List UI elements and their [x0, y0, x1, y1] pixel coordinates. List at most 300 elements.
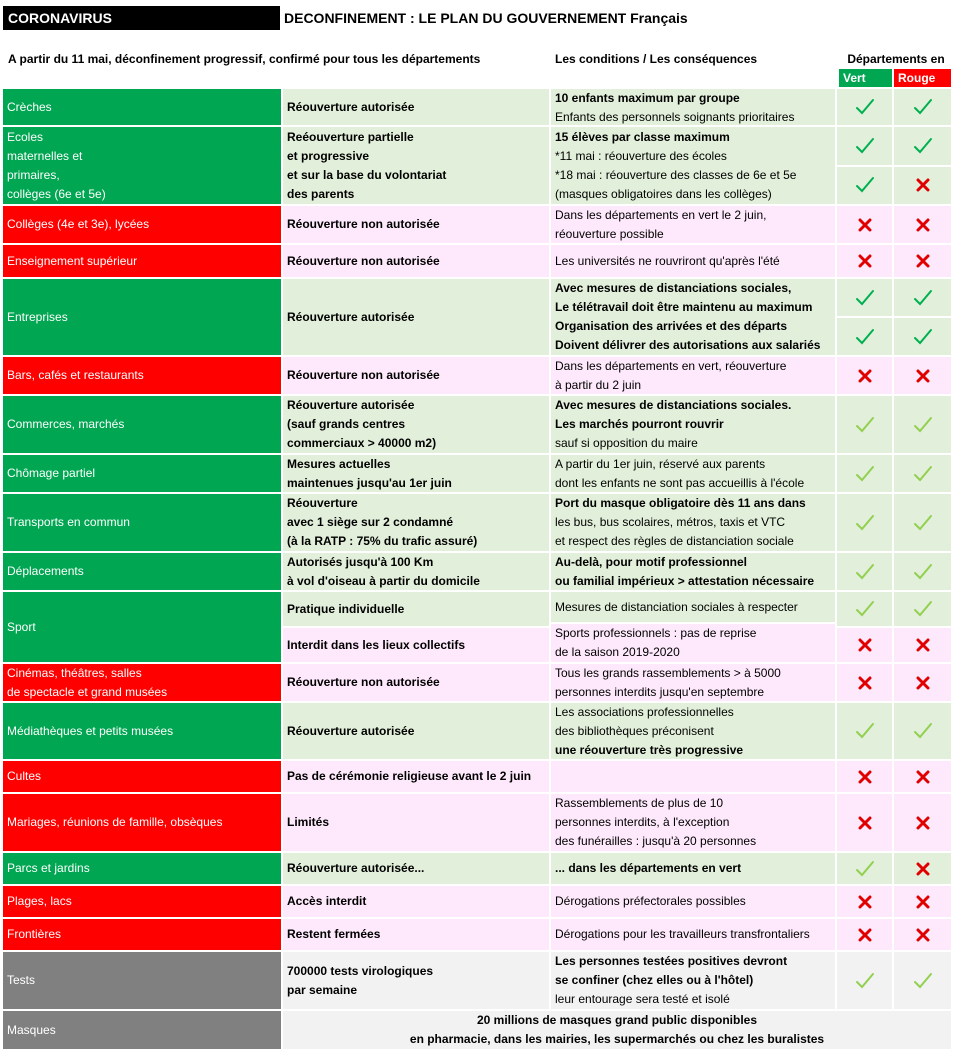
table-row [3, 703, 951, 761]
conditions-subcell [551, 664, 835, 701]
condition-line: des bibliothèques préconisent [555, 724, 714, 738]
condition-line: Les marchés pourront rouvrir [555, 417, 724, 431]
conditions-subcell [551, 703, 835, 759]
cross-icon-cell [837, 664, 892, 701]
subtitle-conditions: Les conditions / Les conséquences [555, 52, 758, 66]
status-line: Réouverture non autorisée [287, 368, 440, 382]
check-icon [854, 858, 876, 880]
vert-status-cell [837, 89, 894, 125]
status-cell [283, 886, 551, 917]
check-icon [912, 598, 934, 620]
table-row [3, 127, 951, 206]
table-row [3, 592, 951, 664]
status-cell [283, 592, 551, 662]
category-cell [3, 853, 283, 884]
category-cell [3, 494, 283, 551]
category-label: Masques [7, 1022, 56, 1037]
check-icon-cell [837, 952, 892, 1009]
check-icon [854, 174, 876, 196]
category-label: Ecoles [7, 129, 44, 144]
condition-line: A partir du 1er juin, réservé aux parents [555, 457, 766, 471]
status-cell [283, 396, 551, 453]
condition-line: de la saison 2019-2020 [555, 645, 680, 659]
conditions-cell [551, 952, 837, 1009]
table-row [3, 279, 951, 357]
check-icon-cell [837, 553, 892, 590]
cross-icon-cell [837, 206, 892, 243]
cross-icon-cell [837, 628, 892, 662]
condition-line: Rassemblements de plus de 10 [555, 796, 724, 810]
table-row [3, 761, 951, 794]
vert-status-cell [837, 592, 894, 662]
cross-icon-cell [894, 357, 951, 394]
vert-status-cell [837, 886, 894, 917]
conditions-subcell [551, 761, 835, 792]
rouge-status-cell [894, 206, 951, 243]
category-label: Commerces, marchés [7, 417, 125, 431]
status-cell [283, 357, 551, 394]
status-cell [283, 245, 551, 277]
cross-icon [916, 676, 930, 690]
table-row [3, 396, 951, 455]
subtitle-left: A partir du 11 mai, déconfinement progressif, confirmé pour tous les départements [8, 52, 481, 66]
category-cell [3, 794, 283, 851]
rouge-status-cell [894, 886, 951, 917]
table-row [3, 455, 951, 494]
vert-status-cell [837, 245, 894, 277]
condition-line: Organisation des arrivées et des départs [555, 319, 788, 333]
vert-status-cell [837, 952, 894, 1009]
check-icon [854, 287, 876, 309]
category-label: Collèges (4e et 3e), lycées [7, 217, 150, 231]
status-subcell [283, 245, 549, 277]
rouge-status-cell [894, 455, 951, 492]
cross-icon-cell [894, 919, 951, 950]
vert-status-cell [837, 494, 894, 551]
table-row [3, 794, 951, 853]
check-icon-cell [894, 318, 951, 355]
conditions-cell [551, 919, 837, 950]
conditions-subcell [551, 455, 835, 492]
status-cell [283, 553, 551, 590]
condition-line: Avec mesures de distanciations sociales, [555, 281, 792, 295]
table-row [3, 1011, 951, 1051]
conditions-subcell [551, 245, 835, 277]
condition-line: des funérailles : jusqu'à 20 personnes [555, 834, 757, 848]
cross-icon-cell [894, 853, 951, 884]
check-icon-cell [837, 592, 892, 628]
conditions-cell [551, 455, 837, 492]
category-cell [3, 89, 283, 125]
vert-status-cell [837, 455, 894, 492]
status-subcell [283, 455, 549, 492]
check-icon-cell [837, 494, 892, 551]
check-icon-cell [837, 703, 892, 759]
category-cell [3, 127, 283, 204]
conditions-subcell [551, 553, 835, 590]
vert-status-cell [837, 853, 894, 884]
check-icon [912, 561, 934, 583]
check-icon-cell [837, 396, 892, 453]
check-icon [854, 135, 876, 157]
vert-status-cell [837, 127, 894, 204]
status-line: Pratique individuelle [287, 601, 405, 616]
vert-status-cell [837, 553, 894, 590]
check-icon-cell [837, 455, 892, 492]
condition-line: personnes interdits jusqu'en septembre [555, 685, 765, 699]
rouge-status-cell [894, 279, 951, 355]
category-cell [3, 1011, 283, 1049]
check-icon-cell [837, 89, 892, 125]
check-icon-cell [894, 592, 951, 628]
condition-line: 10 enfants maximum par groupe [555, 91, 740, 105]
category-label: Cinémas, théâtres, salles [7, 665, 142, 680]
check-icon-cell [894, 494, 951, 551]
status-subcell [283, 664, 549, 701]
cross-icon-cell [894, 664, 951, 701]
table-row [3, 886, 951, 919]
category-cell [3, 279, 283, 355]
status-line: 700000 tests virologiques [287, 963, 434, 978]
category-cell [3, 455, 283, 492]
status-line: Interdit dans les lieux collectifs [287, 637, 466, 652]
status-line: Réouverture non autorisée [287, 675, 440, 689]
condition-line: Dérogations préfectorales possibles [555, 894, 746, 908]
cross-icon-cell [837, 886, 892, 917]
status-subcell [283, 952, 549, 1009]
conditions-cell [551, 553, 837, 590]
status-subcell [283, 703, 549, 759]
table-row [3, 357, 951, 396]
status-cell [283, 279, 551, 355]
category-label: Transports en commun [7, 515, 130, 529]
cross-icon [858, 638, 872, 652]
status-subcell [283, 357, 549, 394]
condition-line: réouverture possible [555, 227, 664, 241]
cross-icon [858, 254, 872, 268]
condition-line: ou familial impérieux > attestation nécessaire [555, 574, 815, 588]
status-line: Réouverture [287, 496, 358, 510]
condition-line: sauf si opposition du maire [555, 436, 698, 450]
vert-status-cell [837, 279, 894, 355]
condition-line: se confiner (chez elles ou à l'hôtel) [555, 973, 754, 987]
category-label: Sport [7, 619, 36, 634]
category-label: de spectacle et grand musées [7, 684, 168, 699]
category-label: maternelles et [7, 148, 83, 163]
check-icon [912, 463, 934, 485]
status-cell [283, 919, 551, 950]
conditions-cell [551, 494, 837, 551]
rouge-status-cell [894, 396, 951, 453]
status-line: (sauf grands centres [287, 417, 406, 431]
check-icon-cell [894, 455, 951, 492]
condition-line: Les associations professionnelles [555, 705, 734, 719]
rouge-status-cell [894, 127, 951, 204]
condition-line: Dérogations pour les travailleurs transfrontaliers [555, 927, 810, 941]
status-line: Réouverture autorisée [287, 398, 415, 412]
rouge-status-cell [894, 357, 951, 394]
check-icon-cell [894, 952, 951, 1009]
conditions-subcell [551, 886, 835, 917]
status-line: Réouverture autorisée [287, 309, 415, 324]
category-label: Frontières [7, 927, 62, 941]
check-icon-cell [837, 167, 892, 205]
status-cell [283, 761, 551, 792]
conditions-subcell [551, 89, 835, 125]
table-row [3, 245, 951, 279]
condition-line: (masques obligatoires dans les collèges) [555, 186, 772, 201]
vert-status-cell [837, 794, 894, 851]
condition-line: et respect des règles de distanciation sociale [555, 534, 794, 548]
coronavirus-label: CORONAVIRUS [3, 6, 280, 30]
table-row [3, 89, 951, 127]
status-subcell [283, 628, 549, 662]
status-cell [283, 494, 551, 551]
condition-line: Mesures de distanciation sociales à respecter [555, 599, 798, 614]
check-icon-cell [837, 853, 892, 884]
check-icon-cell [894, 127, 951, 167]
rouge-status-cell [894, 494, 951, 551]
rouge-status-cell [894, 592, 951, 662]
status-line: Restent fermées [287, 927, 381, 941]
check-icon [854, 970, 876, 992]
category-cell [3, 952, 283, 1009]
status-cell [283, 206, 551, 243]
vert-status-cell [837, 919, 894, 950]
cross-icon-cell [894, 206, 951, 243]
check-icon-cell [837, 127, 892, 167]
legend-vert: Vert [839, 69, 892, 87]
category-cell [3, 245, 283, 277]
category-label: Médiathèques et petits musées [7, 723, 174, 738]
rouge-status-cell [894, 952, 951, 1009]
condition-line: Les universités ne rouvriront qu'après l'été [555, 253, 780, 268]
conditions-cell [551, 853, 837, 884]
status-line: Reéouverture partielle [287, 129, 414, 144]
check-icon-cell [894, 553, 951, 590]
cross-icon [916, 254, 930, 268]
status-line: des parents [287, 186, 355, 201]
status-line: Réouverture non autorisée [287, 253, 440, 268]
status-cell [283, 127, 551, 204]
cross-icon [916, 178, 930, 192]
status-cell [283, 853, 551, 884]
category-label: Tests [7, 973, 36, 987]
conditions-subcell [551, 396, 835, 453]
cross-icon-cell [837, 245, 892, 277]
rouge-status-cell [894, 919, 951, 950]
check-icon [854, 326, 876, 348]
status-line: par semaine [287, 982, 358, 997]
check-icon [912, 96, 934, 118]
cross-icon [858, 895, 872, 909]
vert-status-cell [837, 396, 894, 453]
cross-icon [916, 369, 930, 383]
category-cell [3, 919, 283, 950]
status-line: Réouverture autorisée [287, 723, 415, 738]
status-line: maintenues jusqu'au 1er juin [287, 476, 452, 490]
cross-icon-cell [837, 919, 892, 950]
rouge-status-cell [894, 89, 951, 125]
status-line: avec 1 siège sur 2 condamné [287, 515, 454, 529]
condition-line: à partir du 2 juin [555, 378, 642, 392]
cross-icon-cell [894, 761, 951, 792]
rouge-status-cell [894, 853, 951, 884]
conditions-cell [551, 761, 837, 792]
vert-status-cell [837, 664, 894, 701]
condition-line: Dans les départements en vert le 2 juin, [555, 208, 767, 222]
condition-line: Dans les départements en vert, réouverture [555, 359, 787, 373]
rouge-status-cell [894, 553, 951, 590]
status-line: à vol d'oiseau à partir du domicile [287, 574, 480, 588]
status-subcell [283, 396, 549, 453]
category-cell [3, 396, 283, 453]
category-cell [3, 703, 283, 759]
check-icon [912, 512, 934, 534]
status-subcell [283, 886, 549, 917]
cross-icon [858, 369, 872, 383]
condition-line: personnes interdits, à l'exception [555, 815, 730, 829]
status-line: et progressive [287, 148, 370, 163]
condition-line: Au-delà, pour motif professionnel [555, 555, 748, 569]
vert-status-cell [837, 357, 894, 394]
table-row [3, 664, 951, 703]
cross-icon-cell [837, 794, 892, 851]
check-icon [854, 512, 876, 534]
check-icon [854, 561, 876, 583]
rouge-status-cell [894, 794, 951, 851]
conditions-subcell [551, 794, 835, 851]
cross-icon [916, 928, 930, 942]
condition-line: *18 mai : réouverture des classes de 6e et 5e [555, 167, 797, 182]
table-row [3, 494, 951, 553]
conditions-cell [551, 245, 837, 277]
check-icon-cell [894, 279, 951, 318]
status-cell [283, 952, 551, 1009]
condition-line: Le télétravail doit être maintenu au maximum [555, 300, 813, 314]
cross-icon [858, 770, 872, 784]
vert-status-cell [837, 206, 894, 243]
cross-icon-cell [894, 794, 951, 851]
conditions-subcell [551, 592, 835, 624]
check-icon [912, 414, 934, 436]
cross-icon [858, 816, 872, 830]
category-cell [3, 206, 283, 243]
note-line: 20 millions de masques grand public disponibles [476, 1013, 758, 1027]
departments-label: Départements en [847, 52, 945, 66]
condition-line: les bus, bus scolaires, métros, taxis et VTC [555, 515, 786, 529]
cross-icon-cell [894, 245, 951, 277]
measures-table [3, 89, 951, 1051]
check-icon [854, 463, 876, 485]
conditions-cell [551, 794, 837, 851]
check-icon [854, 96, 876, 118]
status-line: Réouverture autorisée [287, 99, 415, 114]
rouge-status-cell [894, 664, 951, 701]
category-cell [3, 357, 283, 394]
full-width-note [283, 1011, 951, 1049]
conditions-cell [551, 279, 837, 355]
conditions-cell [551, 886, 837, 917]
condition-line: Sports professionnels : pas de reprise [555, 626, 757, 640]
conditions-cell [551, 357, 837, 394]
status-line: Autorisés jusqu'à 100 Km [287, 555, 434, 569]
vert-status-cell [837, 703, 894, 759]
category-cell [3, 592, 283, 662]
status-line: Mesures actuelles [287, 457, 391, 471]
rouge-status-cell [894, 245, 951, 277]
check-icon [912, 326, 934, 348]
category-label: primaires, [7, 167, 60, 182]
check-icon-cell [894, 703, 951, 759]
table-row [3, 853, 951, 886]
status-subcell [283, 89, 549, 125]
conditions-subcell [551, 952, 835, 1009]
condition-line: Avec mesures de distanciations sociales. [555, 398, 792, 412]
conditions-cell [551, 703, 837, 759]
status-line: et sur la base du volontariat [287, 167, 447, 182]
conditions-cell [551, 89, 837, 125]
condition-line: Tous les grands rassemblements > à 5000 [555, 666, 781, 680]
check-icon [854, 414, 876, 436]
vert-status-cell [837, 761, 894, 792]
check-icon [912, 970, 934, 992]
cross-icon [916, 638, 930, 652]
status-cell [283, 89, 551, 125]
cross-icon [916, 895, 930, 909]
status-line: Réouverture autorisée... [287, 861, 425, 875]
check-icon-cell [837, 318, 892, 355]
conditions-subcell [551, 919, 835, 950]
condition-line: 15 élèves par classe maximum [555, 129, 730, 144]
condition-line: Enfants des personnels soignants prioritaires [555, 110, 795, 124]
cross-icon [916, 816, 930, 830]
check-icon [912, 287, 934, 309]
condition-line: leur entourage sera testé et isolé [555, 992, 730, 1006]
status-subcell [283, 206, 549, 243]
conditions-cell [551, 396, 837, 453]
status-subcell [283, 919, 549, 950]
conditions-subcell [551, 624, 835, 662]
condition-line: *11 mai : réouverture des écoles [555, 148, 727, 163]
category-cell [3, 761, 283, 792]
category-label: Plages, lacs [7, 894, 72, 908]
table-row [3, 952, 951, 1011]
category-label: Entreprises [7, 309, 68, 324]
condition-line: une réouverture très progressive [555, 743, 744, 757]
check-icon-cell [894, 89, 951, 125]
cross-icon-cell [894, 886, 951, 917]
status-subcell [283, 553, 549, 590]
conditions-cell [551, 664, 837, 701]
note-line: en pharmacie, dans les mairies, les supermarchés ou chez les buralistes [409, 1032, 825, 1046]
cross-icon-cell [894, 167, 951, 205]
status-line: (à la RATP : 75% du trafic assuré) [287, 534, 478, 548]
category-label: Cultes [7, 769, 42, 783]
cross-icon-cell [837, 357, 892, 394]
rouge-status-cell [894, 761, 951, 792]
cross-icon [858, 218, 872, 232]
category-cell [3, 553, 283, 590]
conditions-cell [551, 592, 837, 662]
condition-line: Port du masque obligatoire dès 11 ans dans [555, 496, 806, 510]
cross-icon-cell [894, 628, 951, 662]
table-row [3, 919, 951, 952]
category-label: Bars, cafés et restaurants [7, 368, 144, 382]
check-icon [912, 135, 934, 157]
condition-line: ... dans les départements en vert [555, 861, 742, 875]
status-cell [283, 794, 551, 851]
